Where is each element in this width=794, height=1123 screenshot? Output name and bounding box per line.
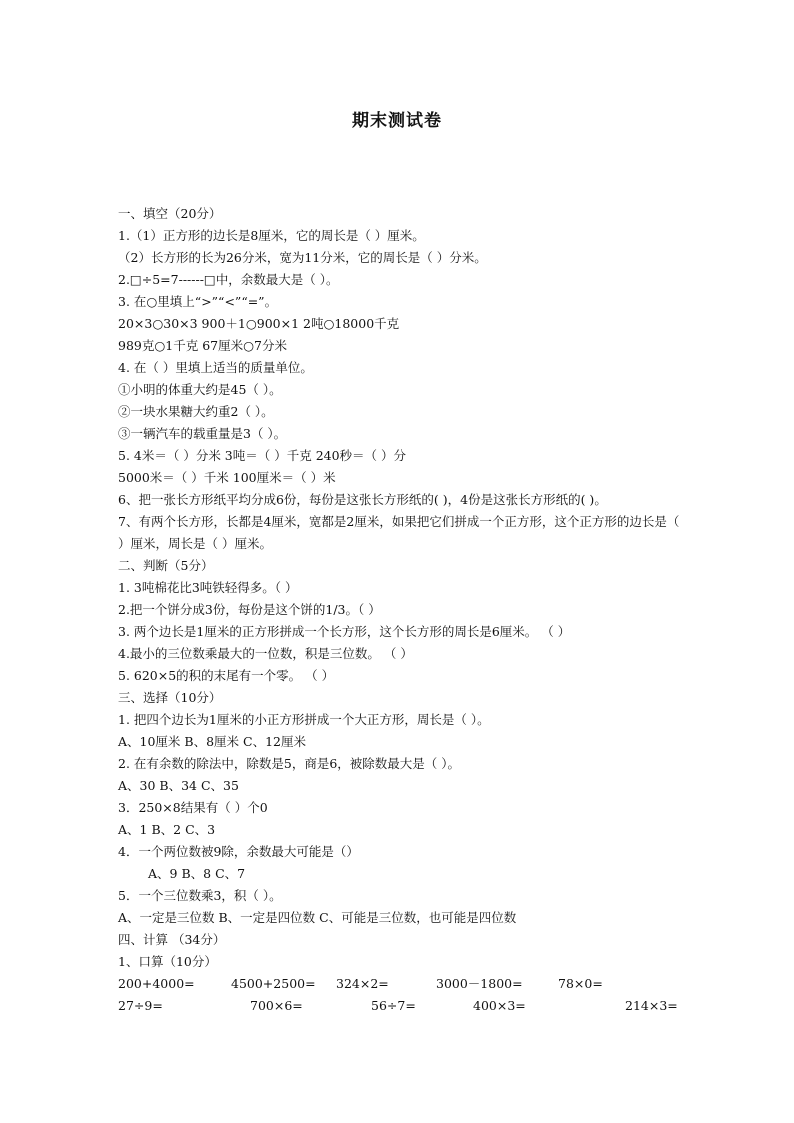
- calc-item: 56÷7=: [371, 998, 416, 1013]
- question-line: 20×3○30×3 900＋1○900×1 2吨○18000千克: [118, 316, 400, 331]
- answer-options: A、9 B、8 C、7: [148, 866, 246, 881]
- question-line: 5000米＝（ ）千米 100厘米＝（ ）米: [118, 470, 336, 485]
- question-line: 3. 两个边长是1厘米的正方形拼成一个长方形，这个长方形的周长是6厘米。 （ ）: [118, 624, 571, 639]
- question-line: 6、把一张长方形纸平均分成6份，每份是这张长方形纸的( )，4份是这张长方形纸的( )。: [118, 492, 607, 507]
- question-line: 5. 620×5的积的末尾有一个零。 （ ）: [118, 668, 335, 683]
- question-line: 1.（1）正方形的边长是8厘米，它的周长是（ ）厘米。: [118, 228, 425, 243]
- oral-calc-row-2: [118, 995, 688, 1017]
- question-line: 4.最小的三位数乘最大的一位数，积是三位数。 （ ）: [118, 646, 413, 661]
- calc-item: 78×0=: [558, 976, 603, 991]
- question-line: ②一块水果糖大约重2（ ）。: [118, 404, 274, 419]
- exam-body: [118, 203, 688, 1017]
- question-line: （2）长方形的长为26分米，宽为11分米，它的周长是（ ）分米。: [118, 250, 487, 265]
- calc-item: 27÷9=: [118, 998, 163, 1013]
- answer-options: A、1 B、2 C、3: [118, 822, 216, 837]
- answer-options: A、一定是三位数 B、一定是四位数 C、可能是三位数，也可能是四位数: [118, 910, 517, 925]
- question-line: 1. 3吨棉花比3吨铁轻得多。（ ）: [118, 580, 298, 595]
- section-heading: 三、选择（10分）: [118, 690, 222, 705]
- answer-options: A、30 B、34 C、35: [118, 778, 239, 793]
- calc-item: 200+4000=: [118, 976, 195, 991]
- oral-calc-row-1: [118, 973, 688, 995]
- calc-item: 324×2=: [336, 976, 389, 991]
- question-line: 2. 在有余数的除法中，除数是5，商是6，被除数最大是（ ）。: [118, 756, 461, 771]
- calc-item: 214×3=: [625, 998, 678, 1013]
- page-title: 期末测试卷: [352, 111, 442, 131]
- question-line: 4．一个两位数被9除，余数最大可能是（）: [118, 844, 359, 859]
- calc-item: 700×6=: [250, 998, 303, 1013]
- calc-item: 4500+2500=: [231, 976, 316, 991]
- question-line: ③一辆汽车的载重量是3（ ）。: [118, 426, 287, 441]
- section-heading: 一、填空（20分）: [118, 206, 222, 221]
- question-line: 5. 4米＝（ ）分米 3吨＝（ ）千克 240秒＝（ ）分: [118, 448, 407, 463]
- calc-item: 3000－1800=: [436, 976, 523, 991]
- subsection-heading: 1、口算（10分）: [118, 954, 217, 969]
- question-line: 4. 在（ ）里填上适当的质量单位。: [118, 360, 313, 375]
- question-line: 7、有两个长方形，长都是4厘米，宽都是2厘米，如果把它们拼成一个正方形，这个正方形的边长是（ ）厘米，周长是（ ）厘米。: [118, 514, 680, 551]
- question-line: 5．一个三位数乘3，积（ ）。: [118, 888, 282, 903]
- question-line: ①小明的体重大约是45（ ）。: [118, 382, 282, 397]
- section-heading: 二、判断（5分）: [118, 558, 214, 573]
- question-line: 2.把一个饼分成3份，每份是这个饼的1/3。（ ）: [118, 602, 381, 617]
- calc-item: 400×3=: [473, 998, 526, 1013]
- question-line: 3．250×8结果有（ ）个0: [118, 800, 268, 815]
- question-line: 3. 在○里填上“>”“<”“=”。: [118, 294, 278, 309]
- question-line: 989克○1千克 67厘米○7分米: [118, 338, 287, 353]
- section-heading: 四、计算 （34分）: [118, 932, 226, 947]
- question-line: 1. 把四个边长为1厘米的小正方形拼成一个大正方形，周长是（ ）。: [118, 712, 490, 727]
- answer-options: A、10厘米 B、8厘米 C、12厘米: [118, 734, 306, 749]
- question-line: 2.□÷5=7------□中，余数最大是（ ）。: [118, 272, 339, 287]
